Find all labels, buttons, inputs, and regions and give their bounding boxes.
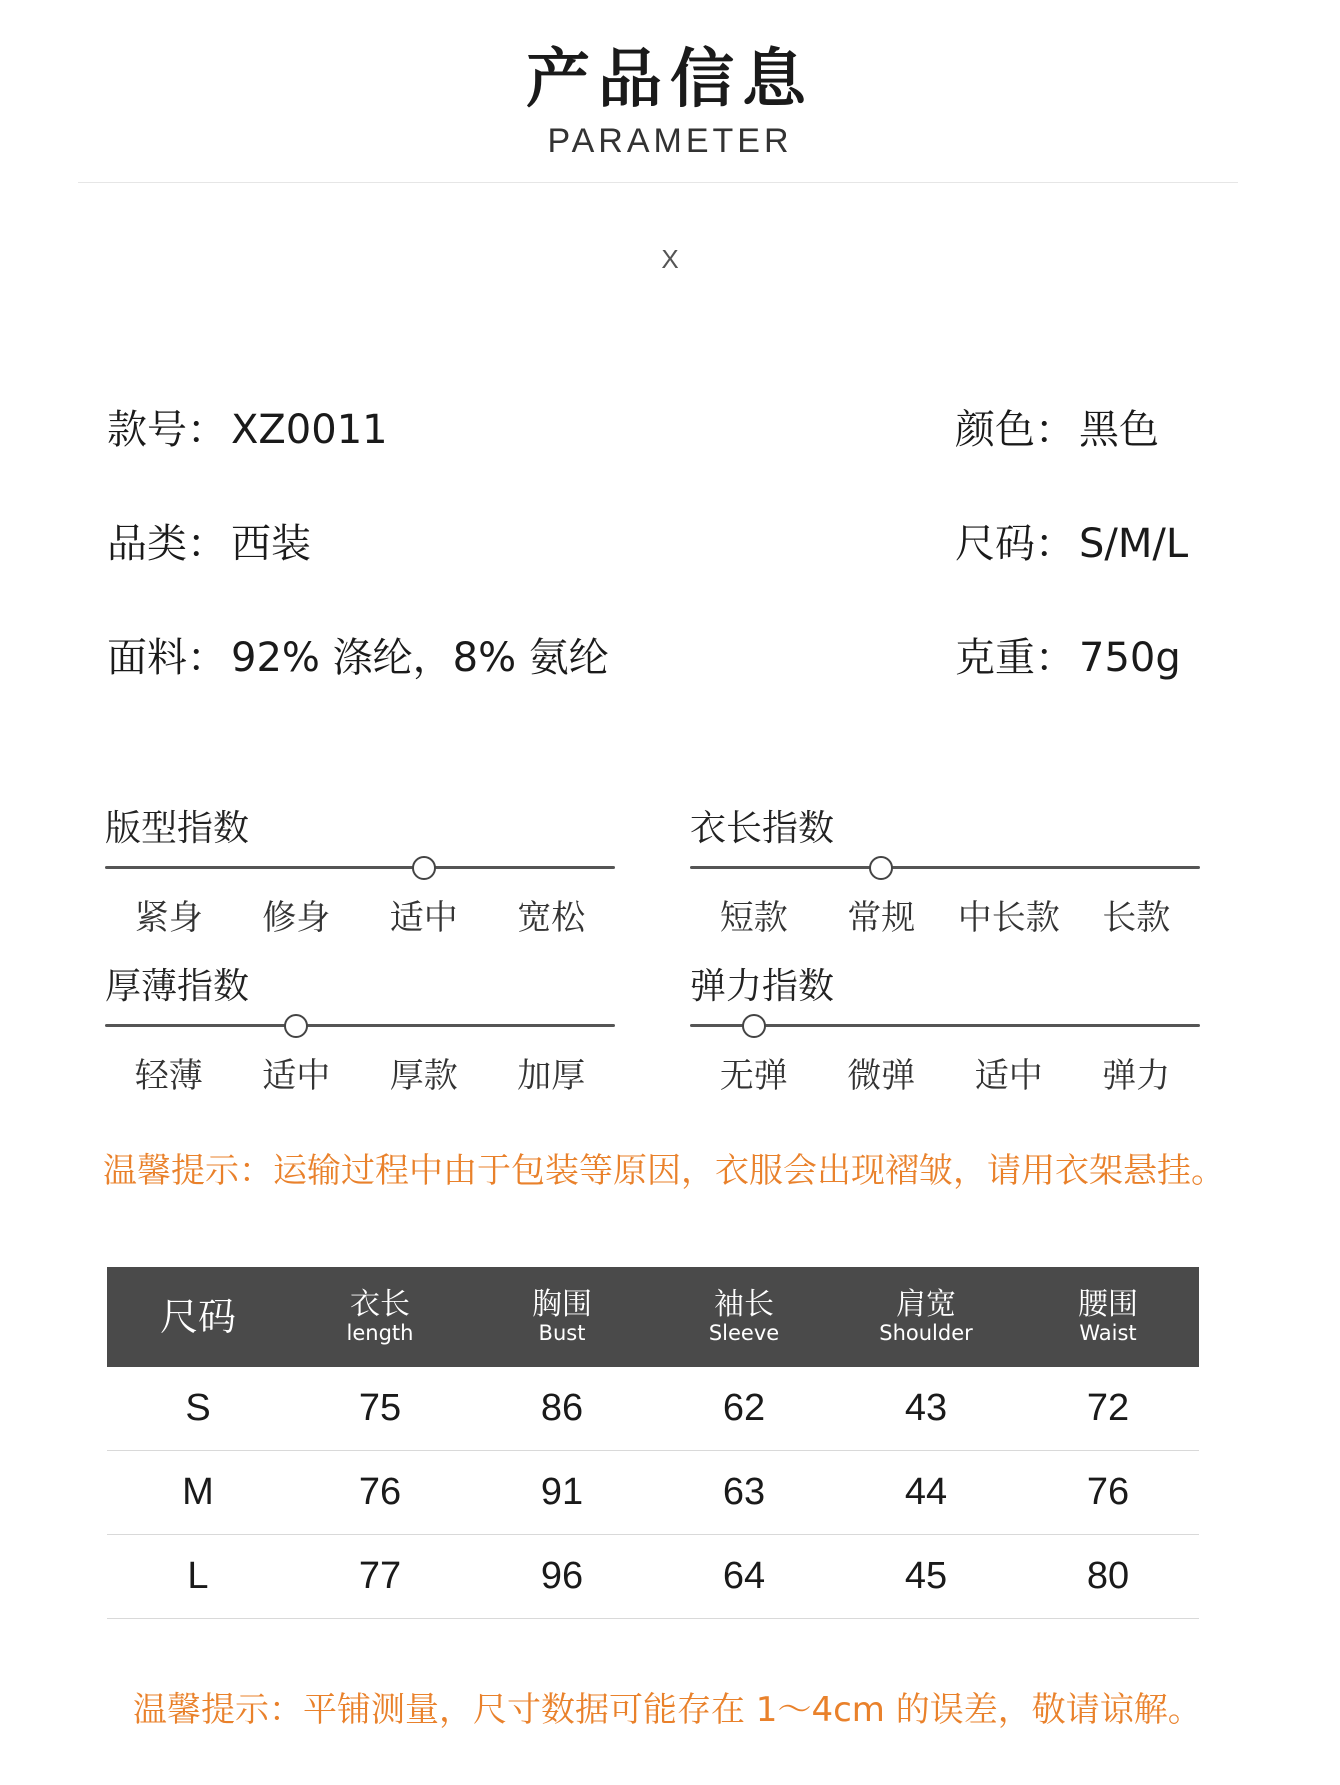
header-cell xyxy=(471,1289,653,1345)
info-style-no xyxy=(107,398,388,455)
index-option: 长款 xyxy=(1102,898,1171,938)
header-cell xyxy=(835,1289,1017,1345)
slider-track xyxy=(690,1024,1200,1027)
header-divider xyxy=(78,182,1238,183)
index-option: 中长款 xyxy=(957,898,1060,938)
table-cell: 44 xyxy=(904,1471,948,1513)
header-cn: 胸围 xyxy=(532,1287,592,1322)
table-cell: 45 xyxy=(904,1555,948,1597)
table-header xyxy=(107,1267,1199,1367)
table-cell: 96 xyxy=(540,1555,584,1597)
info-value: 750g xyxy=(1079,635,1181,681)
divider-mark: X xyxy=(661,244,679,274)
header-en: Bust xyxy=(538,1321,586,1345)
index-option: 无弹 xyxy=(719,1056,788,1096)
slider-track xyxy=(105,866,615,869)
index-title: 衣长指数 xyxy=(690,808,835,849)
slider-knob xyxy=(284,1014,308,1038)
index-slider xyxy=(690,856,1200,880)
index-option: 弹力 xyxy=(1102,1056,1171,1096)
index-option: 适中 xyxy=(389,898,458,938)
table-cell: S xyxy=(185,1387,211,1429)
index-option: 短款 xyxy=(719,898,788,938)
table-row xyxy=(107,1451,1199,1535)
table-cell: 62 xyxy=(722,1387,766,1429)
slider-track xyxy=(690,866,1200,869)
info-label: 品类： xyxy=(107,521,227,567)
table-row xyxy=(107,1367,1199,1451)
info-label: 面料： xyxy=(107,635,227,681)
shipping-tip: 温馨提示：运输过程中由于包装等原因，衣服会出现褶皱，请用衣架悬挂。 xyxy=(103,1151,1225,1191)
index-option: 轻薄 xyxy=(134,1056,203,1096)
table-cell: 91 xyxy=(540,1471,584,1513)
index-option: 微弹 xyxy=(847,1056,916,1096)
index-option: 加厚 xyxy=(517,1056,586,1096)
header-cell xyxy=(653,1289,835,1345)
index-slider xyxy=(105,856,615,880)
index-option: 适中 xyxy=(974,1056,1043,1096)
info-value: S/M/L xyxy=(1079,521,1189,567)
table-cell: 43 xyxy=(904,1387,948,1429)
info-weight xyxy=(955,626,1181,683)
header-cell xyxy=(289,1289,471,1345)
header-cell xyxy=(1017,1289,1199,1345)
info-value: XZ0011 xyxy=(231,407,388,453)
index-title: 弹力指数 xyxy=(690,966,835,1007)
index-slider xyxy=(690,1014,1200,1038)
header-en: Waist xyxy=(1079,1321,1137,1345)
measure-tip: 温馨提示：平铺测量，尺寸数据可能存在 1～4cm 的误差，敬请谅解。 xyxy=(133,1690,1202,1730)
index-option: 厚款 xyxy=(389,1056,458,1096)
table-cell: 63 xyxy=(722,1471,766,1513)
info-value: 西装 xyxy=(231,521,311,567)
index-option: 适中 xyxy=(262,1056,331,1096)
table-row xyxy=(107,1535,1199,1619)
info-category xyxy=(107,512,311,569)
index-title: 厚薄指数 xyxy=(105,966,250,1007)
header-cn: 袖长 xyxy=(714,1287,774,1322)
page-title: 产品信息 xyxy=(526,43,814,117)
table-cell: M xyxy=(182,1471,214,1513)
header-cn: 衣长 xyxy=(350,1287,410,1322)
info-fabric xyxy=(107,626,609,683)
slider-knob xyxy=(869,856,893,880)
page-header xyxy=(0,40,1340,161)
table-cell: 72 xyxy=(1086,1387,1130,1429)
slider-knob xyxy=(412,856,436,880)
index-option: 修身 xyxy=(262,898,331,938)
fit-index xyxy=(105,800,615,939)
info-label: 尺码： xyxy=(955,521,1075,567)
header-cn: 肩宽 xyxy=(896,1287,956,1322)
info-label: 颜色： xyxy=(955,407,1075,453)
table-cell: 76 xyxy=(358,1471,402,1513)
header-en: Sleeve xyxy=(708,1321,780,1345)
size-table xyxy=(107,1267,1199,1619)
slider-knob xyxy=(742,1014,766,1038)
elasticity-index xyxy=(690,958,1200,1097)
info-value: 黑色 xyxy=(1079,407,1159,453)
header-cn: 尺码 xyxy=(159,1295,236,1339)
table-cell: 75 xyxy=(358,1387,402,1429)
header-cn: 腰围 xyxy=(1078,1287,1138,1322)
length-index xyxy=(690,800,1200,939)
info-color xyxy=(955,398,1159,455)
table-cell: 86 xyxy=(540,1387,584,1429)
header-cell xyxy=(107,1295,289,1339)
info-label: 款号： xyxy=(107,407,227,453)
header-en: Shoulder xyxy=(879,1321,973,1345)
info-size xyxy=(955,512,1188,569)
info-label: 克重： xyxy=(955,635,1075,681)
table-cell: 64 xyxy=(722,1555,766,1597)
slider-track xyxy=(105,1024,615,1027)
thickness-index xyxy=(105,958,615,1097)
info-value: 92% 涤纶，8% 氨纶 xyxy=(231,635,609,681)
page-subtitle: PARAMETER xyxy=(547,122,793,160)
table-cell: 77 xyxy=(358,1555,402,1597)
index-title: 版型指数 xyxy=(105,808,250,849)
index-slider xyxy=(105,1014,615,1038)
table-cell: 76 xyxy=(1086,1471,1130,1513)
index-option: 宽松 xyxy=(517,898,586,938)
index-option: 常规 xyxy=(847,898,916,938)
table-cell: 80 xyxy=(1086,1555,1130,1597)
table-cell: L xyxy=(187,1555,209,1597)
index-option: 紧身 xyxy=(134,898,203,938)
header-en: length xyxy=(346,1321,414,1345)
